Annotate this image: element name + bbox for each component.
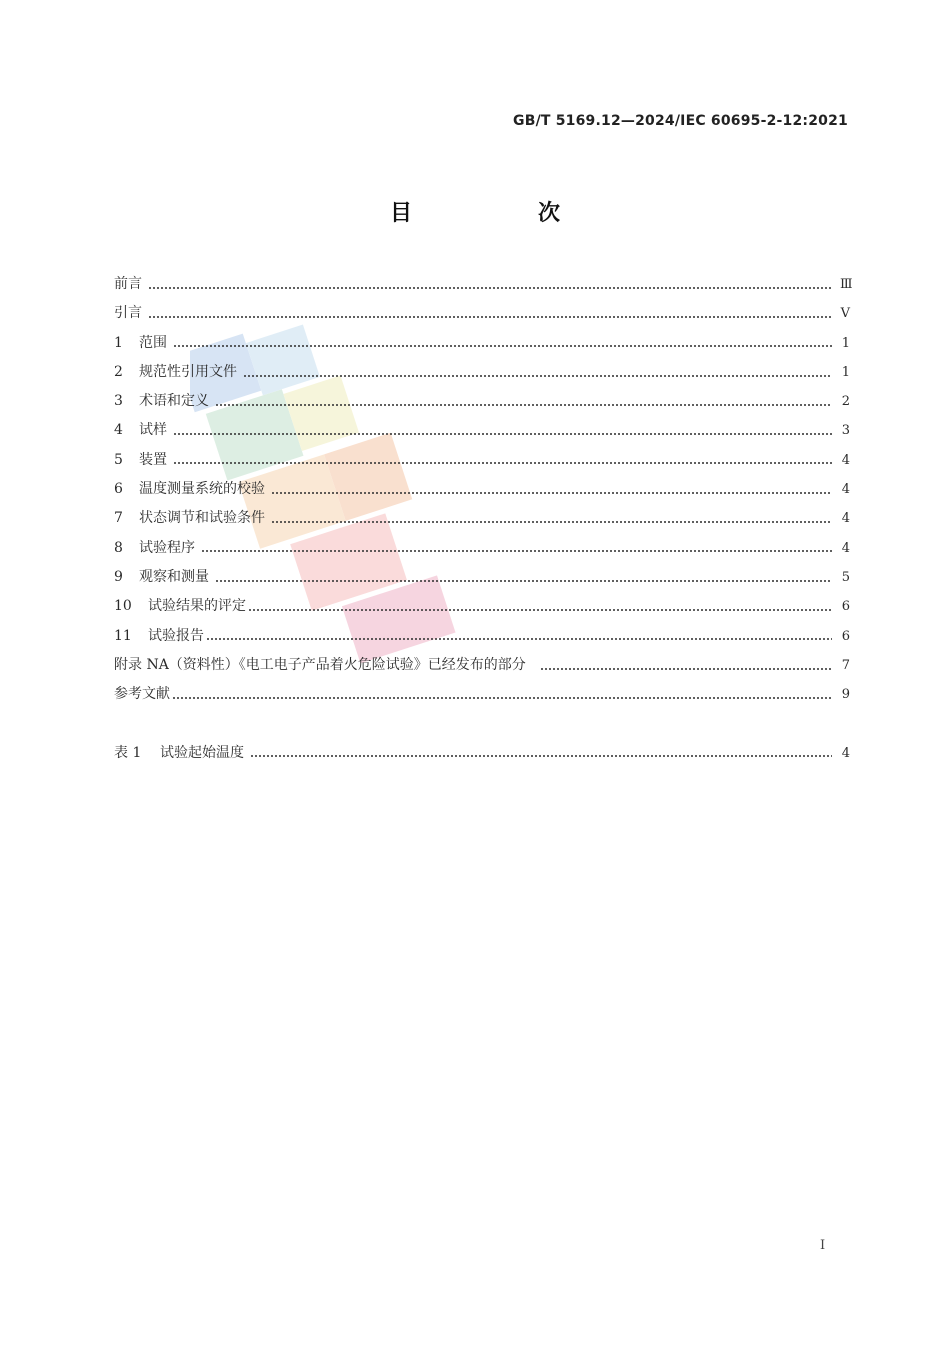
- toc-entry-number: 2: [114, 363, 123, 380]
- toc-entry-label: 装置: [139, 451, 167, 468]
- toc-entry-label: 试样: [139, 422, 167, 439]
- toc-entry-9[interactable]: [114, 563, 850, 592]
- toc-entry-label: 试验报告: [148, 627, 204, 644]
- toc-entry-number: 9: [114, 568, 123, 585]
- toc-entry-page: 3: [841, 423, 850, 439]
- toc-entry-label: 术语和定义: [139, 393, 209, 410]
- dot-leader: [201, 549, 832, 553]
- toc-entry-label: 温度测量系统的校验: [139, 481, 265, 498]
- toc-entry-number: 8: [114, 539, 123, 556]
- dot-leader: [148, 286, 832, 290]
- toc-entry-label: 试验起始温度: [160, 744, 244, 761]
- toc-entry-number: 10: [114, 598, 132, 615]
- toc-entry-page: 1: [841, 364, 850, 380]
- toc-entry-8[interactable]: [114, 534, 850, 563]
- toc-entry-label: 附录 NA（资料性）《电工电子产品着火危险试验》已经发布的部分: [114, 656, 526, 673]
- toc-entry-page: 4: [841, 482, 850, 498]
- toc-entry-page: 5: [841, 569, 850, 585]
- toc-entry-page: 9: [841, 687, 850, 703]
- toc-entry-label: 状态调节和试验条件: [139, 510, 265, 527]
- toc-entry-label: 范围: [139, 334, 167, 351]
- toc-entry-1[interactable]: [114, 329, 850, 358]
- toc-entry-6[interactable]: [114, 475, 850, 504]
- toc-entry-number: 5: [114, 451, 123, 468]
- toc-entry-introduction[interactable]: [114, 299, 850, 328]
- dot-leader: [215, 403, 832, 407]
- toc-entry-foreword[interactable]: [114, 270, 853, 299]
- table-of-contents: [114, 270, 853, 768]
- toc-entry-page: 6: [841, 628, 850, 644]
- toc-entry-label: 前言: [114, 276, 142, 292]
- toc-entry-page: 4: [841, 745, 850, 761]
- dot-leader: [540, 667, 832, 671]
- dot-leader: [243, 374, 832, 378]
- toc-entry-number: 6: [114, 481, 123, 498]
- toc-entry-page: 4: [841, 511, 850, 527]
- toc-entry-10[interactable]: [114, 592, 850, 621]
- toc-entry-4[interactable]: [114, 416, 850, 445]
- dot-leader: [215, 579, 832, 583]
- toc-entry-label: 引言: [114, 305, 142, 322]
- dot-leader: [148, 315, 832, 319]
- toc-entry-11[interactable]: [114, 622, 850, 651]
- toc-entry-page: 4: [841, 452, 850, 468]
- toc-entry-page: Ⅲ: [840, 277, 853, 292]
- toc-entry-page: 2: [841, 394, 850, 410]
- dot-leader: [206, 637, 832, 641]
- toc-entry-page: 6: [841, 599, 850, 615]
- toc-entry-2[interactable]: [114, 358, 850, 387]
- toc-entry-page: 4: [841, 540, 850, 556]
- dot-leader: [173, 461, 832, 465]
- toc-entry-label: 规范性引用文件: [139, 363, 237, 380]
- dot-leader: [250, 754, 832, 758]
- toc-entry-bibliography[interactable]: [114, 680, 850, 709]
- toc-entry-5[interactable]: [114, 446, 850, 475]
- toc-entry-number: 1: [114, 334, 123, 351]
- toc-entry-7[interactable]: [114, 504, 850, 533]
- toc-entry-label: 试验结果的评定: [148, 598, 246, 615]
- toc-entry-number: 4: [114, 422, 123, 439]
- toc-entry-label: 参考文献: [114, 686, 170, 703]
- toc-entry-number: 3: [114, 393, 123, 410]
- dot-leader: [173, 432, 832, 436]
- page-title: 目 次: [389, 201, 612, 226]
- toc-entry-table-1[interactable]: [114, 739, 850, 768]
- toc-table-number: 表 1: [114, 744, 142, 761]
- dot-leader: [271, 520, 832, 524]
- toc-entry-3[interactable]: [114, 387, 850, 416]
- page-number: Ⅰ: [820, 1238, 826, 1253]
- standard-code: GB/T 5169.12—2024/IEC 60695-2-12:2021: [513, 113, 848, 129]
- toc-entry-number: 11: [114, 627, 132, 644]
- toc-entry-page: Ⅴ: [840, 306, 850, 322]
- toc-entry-annex-na[interactable]: [114, 651, 850, 680]
- toc-entry-label: 试验程序: [139, 539, 195, 556]
- toc-entry-page: 7: [841, 657, 850, 673]
- toc-entry-page: 1: [841, 335, 850, 351]
- dot-leader: [271, 491, 832, 495]
- dot-leader: [173, 344, 832, 348]
- dot-leader: [172, 696, 832, 700]
- toc-entry-number: 7: [114, 510, 123, 527]
- dot-leader: [248, 608, 832, 612]
- toc-entry-label: 观察和测量: [139, 568, 209, 585]
